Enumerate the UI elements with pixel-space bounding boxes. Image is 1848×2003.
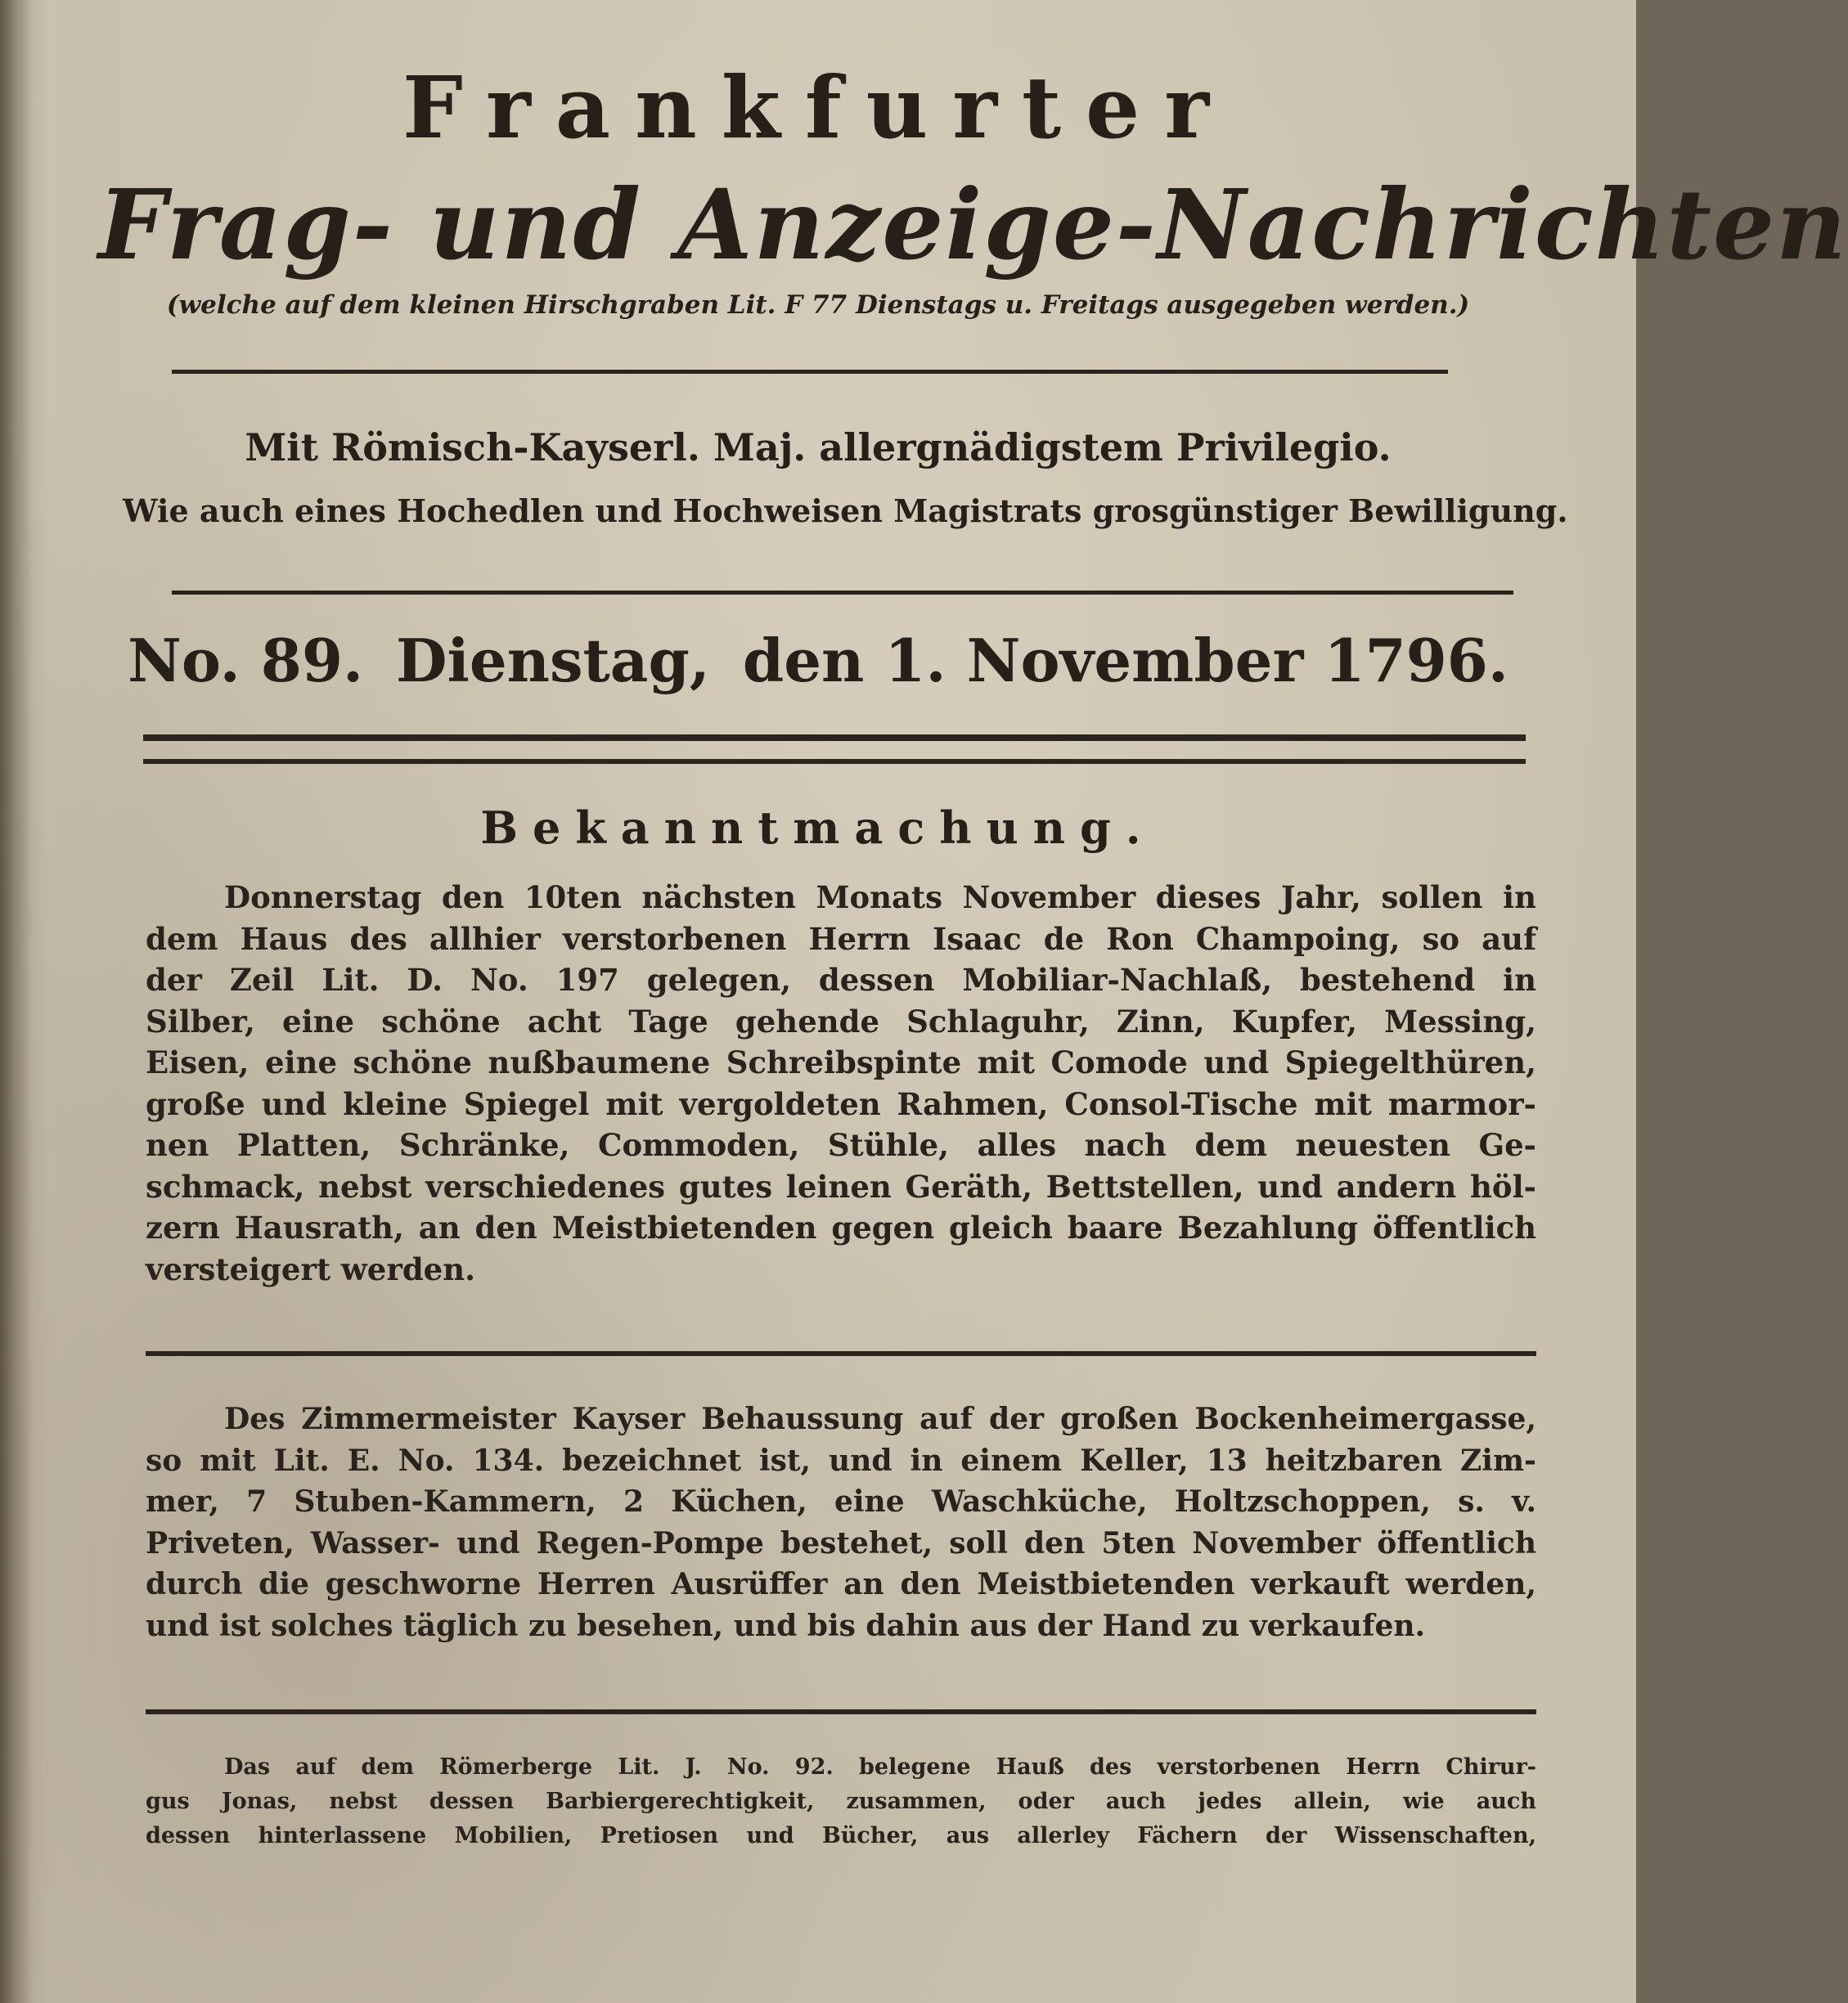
text-line: durch die geschworne Herren Ausrüffer an den Meistbietenden verkauft werden, [146,1567,1536,1601]
divider-rule [146,1351,1536,1356]
text-line: mer, 7 Stuben-Kammern, 2 Küchen, eine Waschküche, Holtzschoppen, s. v. [146,1484,1536,1519]
masthead-subtitle: (welche auf dem kleinen Hirschgraben Lit. F 77 Dienstags u. Freitags ausgegeben werden.) [166,290,1470,320]
divider-rule [172,591,1513,595]
issue-day: Dienstag, [396,626,710,695]
privilege-line-2: Wie auch eines Hochedlen und Hochweisen Magistrats grosgünstiger Bewilligung. [123,492,1568,529]
article-romerberg-house [146,1750,1536,1853]
divider-rule [172,370,1448,374]
text-line: Des Zimmermeister Kayser Behaussung auf der großen Bockenheimergasse, [224,1402,1536,1436]
masthead-title: Frag- und Anzeige-Nachrichten [98,168,1848,281]
issue-number: No. 89. [128,626,364,695]
text-line: schmack, nebst verschiedenes gutes leinen Geräth, Bettstellen, und andern höl- [146,1168,1536,1205]
text-line: dessen hinterlassene Mobilien, Pretiosen und Bücher, aus allerley Fächern der Wissenschaften, [146,1823,1536,1848]
divider-rule [146,1709,1536,1714]
spine-shadow [0,0,33,2003]
text-line: gus Jonas, nebst dessen Barbiergerechtigkeit, zusammen, oder auch jedes allein, wie auch [146,1789,1536,1814]
text-line: dem Haus des allhier verstorbenen Herrn Isaac de Ron Champoing, so auf [146,920,1536,957]
text-line: Das auf dem Römerberge Lit. J. No. 92. belegene Hauß des verstorbenen Herrn Chirur- [224,1754,1536,1780]
privilege-line-1: Mit Römisch-Kayserl. Maj. allergnädigstem Privilegio. [245,425,1392,469]
issue-line [128,626,1509,695]
text-line: nen Platten, Schränke, Commoden, Stühle, alles nach dem neuesten Ge- [146,1127,1536,1163]
text-line: Silber, eine schöne acht Tage gehende Schlaguhr, Zinn, Kupfer, Messing, [146,1003,1536,1040]
double-rule-top [143,734,1526,741]
text-line: versteigert werden. [146,1251,476,1287]
text-line: der Zeil Lit. D. No. 197 gelegen, dessen Mobiliar-Nachlaß, bestehend in [146,962,1536,998]
article-estate-auction [146,877,1536,1290]
text-line: Priveten, Wasser- und Regen-Pompe bestehet, soll den 5ten November öffentlich [146,1525,1536,1561]
text-line: Donnerstag den 10ten nächsten Monats November dieses Jahr, sollen in [224,879,1536,915]
text-line: so mit Lit. E. No. 134. bezeichnet ist, und in einem Keller, 13 heitzbaren Zim- [146,1443,1536,1478]
issue-date: den 1. November 1796. [742,626,1509,695]
section-title: Bekanntmachung. [480,802,1156,854]
article-house-sale [146,1399,1536,1646]
text-line: und ist solches täglich zu besehen, und bis dahin aus der Hand zu verkaufen. [146,1608,1426,1643]
text-line: zern Hausrath, an den Meistbietenden gegen gleich baare Bezahlung öffentlich [146,1210,1536,1246]
text-line: Eisen, eine schöne nußbaumene Schreibspinte mit Comode und Spiegelthüren, [146,1044,1536,1080]
double-rule-bottom [143,759,1526,764]
text-line: große und kleine Spiegel mit vergoldeten Rahmen, Consol-Tische mit marmor- [146,1085,1536,1122]
masthead-city: Frankfurter [402,57,1234,158]
